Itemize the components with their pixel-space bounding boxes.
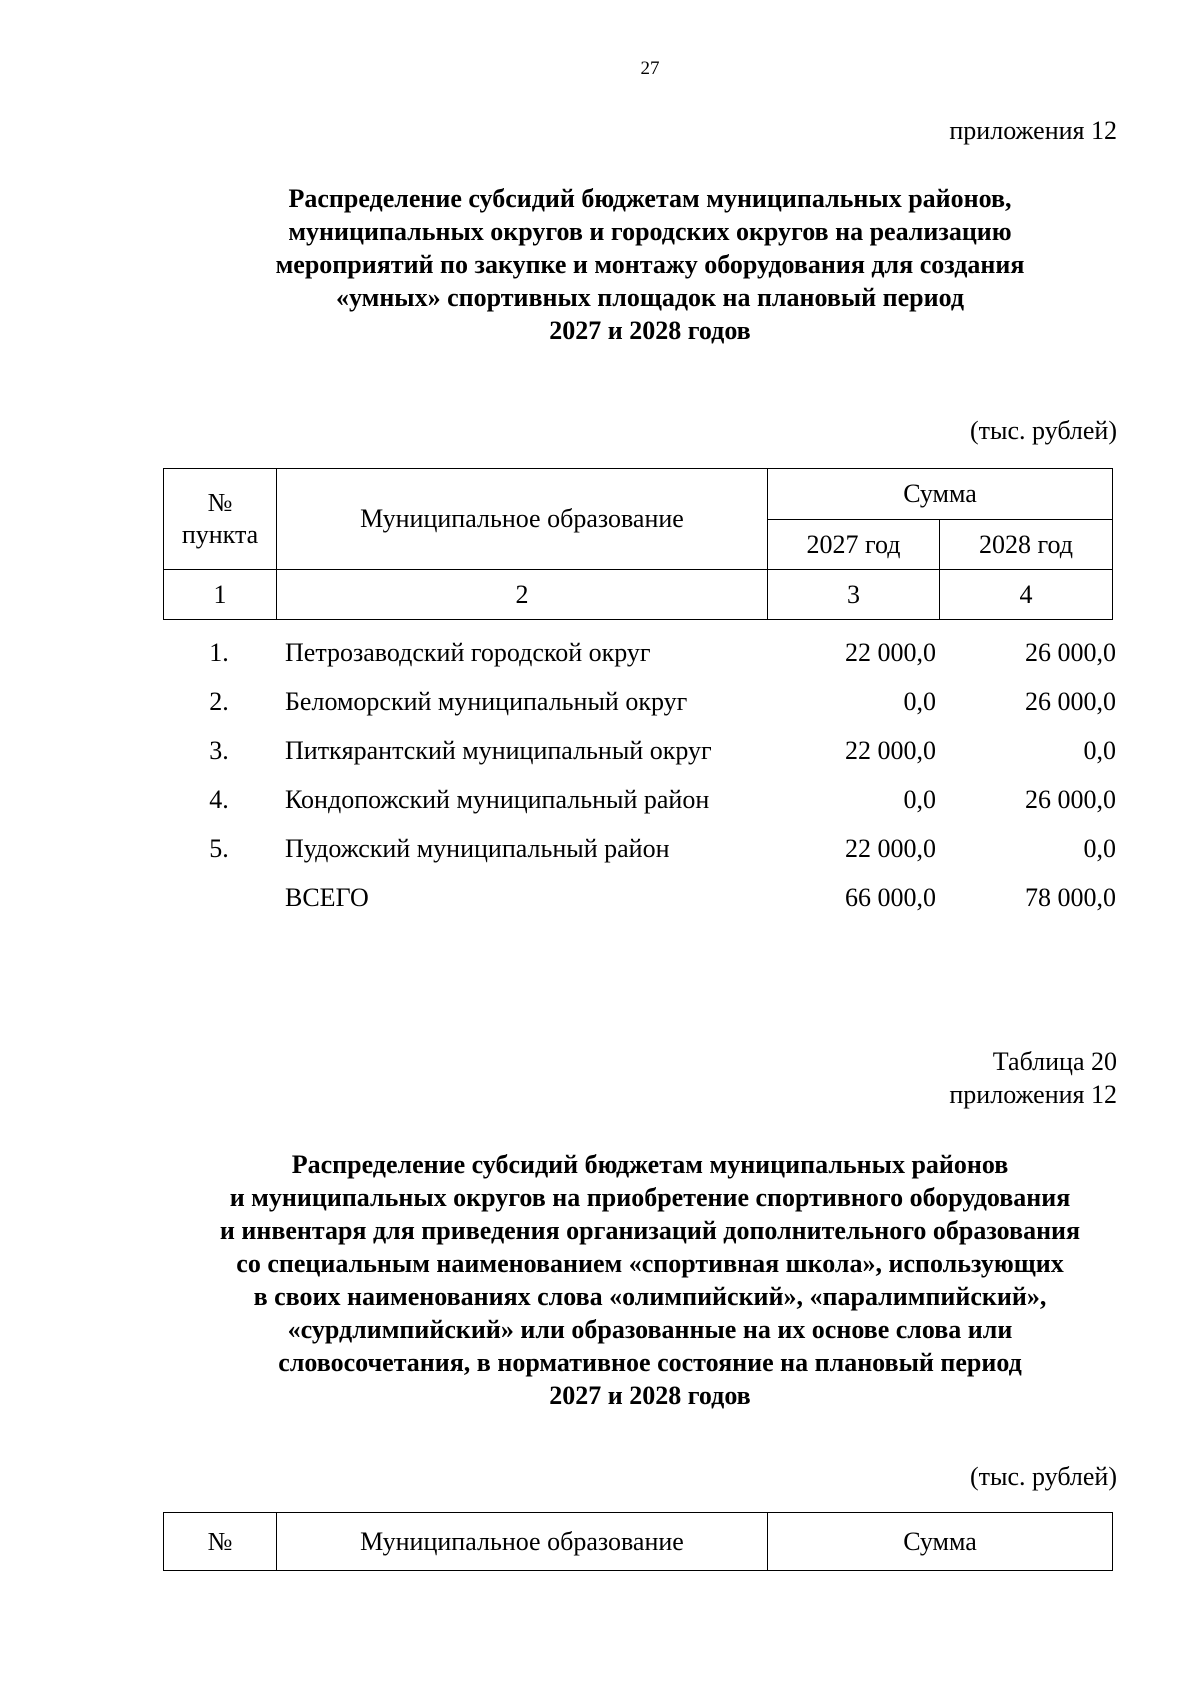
title-line: Распределение субсидий бюджетам муниципальных районов xyxy=(291,1150,1009,1179)
row-value-2028: 26 000,0 xyxy=(1025,686,1116,716)
table-row xyxy=(163,726,1123,775)
table-row xyxy=(163,824,1123,873)
row-number: 5. xyxy=(209,833,229,863)
row-value-2028: 0,0 xyxy=(1083,833,1116,863)
table-number: Таблица 20 xyxy=(992,1047,1117,1076)
units-label: (тыс. рублей) xyxy=(969,1462,1117,1491)
title-line: со специальным наименованием «спортивная школа», использующих xyxy=(236,1249,1064,1278)
row-value-2028: 26 000,0 xyxy=(1025,784,1116,814)
row-number: 3. xyxy=(209,735,229,765)
row-municipality: Петрозаводский городской округ xyxy=(285,637,651,667)
header-municipality: Муниципальное образование xyxy=(277,1513,768,1571)
page-number: 27 xyxy=(640,58,660,79)
header-sum: Сумма xyxy=(768,469,1113,520)
title-line: словосочетания, в нормативное состояние на плановый период xyxy=(278,1348,1022,1377)
title-line: муниципальных округов и городских округов на реализацию xyxy=(288,217,1012,246)
row-value-2027: 0,0 xyxy=(903,686,936,716)
row-municipality: Пудожский муниципальный район xyxy=(285,833,670,863)
header-number-cell xyxy=(164,469,277,570)
header-year-2028: 2028 год xyxy=(940,520,1113,570)
row-value-2028: 26 000,0 xyxy=(1025,637,1116,667)
table-row xyxy=(163,628,1123,677)
title-line: в своих наименованиях слова «олимпийский», «паралимпийский», xyxy=(253,1282,1047,1311)
title-line: «сурдлимпийский» или образованные на их основе слова или xyxy=(287,1315,1013,1344)
header-number-symbol: № xyxy=(207,488,233,517)
table-reference xyxy=(949,1045,1117,1111)
section1-table-body xyxy=(163,628,1123,922)
row-value-2027: 22 000,0 xyxy=(845,637,936,667)
title-line: и муниципальных округов на приобретение спортивного оборудования xyxy=(229,1183,1071,1212)
title-line: 2027 и 2028 годов xyxy=(549,1381,751,1410)
section2-table-header xyxy=(163,1512,1113,1571)
header-number-label: пункта xyxy=(181,520,259,549)
header-municipality: Муниципальное образование xyxy=(277,469,768,570)
table-row xyxy=(163,775,1123,824)
row-municipality: Кондопожский муниципальный район xyxy=(285,784,710,814)
title-line: «умных» спортивных площадок на плановый период xyxy=(335,283,965,312)
appendix-reference: приложения 12 xyxy=(949,116,1117,145)
table-row xyxy=(163,677,1123,726)
row-number xyxy=(163,873,275,922)
row-number: 1. xyxy=(209,637,229,667)
units-label: (тыс. рублей) xyxy=(969,416,1117,445)
total-value-2028: 78 000,0 xyxy=(1025,882,1116,912)
column-number-2: 2 xyxy=(277,570,768,620)
row-value-2027: 22 000,0 xyxy=(845,833,936,863)
row-municipality: Беломорский муниципальный округ xyxy=(285,686,688,716)
row-value-2027: 0,0 xyxy=(903,784,936,814)
header-year-2027: 2027 год xyxy=(768,520,940,570)
total-label: ВСЕГО xyxy=(285,882,369,912)
title-line: и инвентаря для приведения организаций дополнительного образования xyxy=(219,1216,1081,1245)
section1-title xyxy=(150,182,1150,347)
title-line: 2027 и 2028 годов xyxy=(549,316,751,345)
column-number-1: 1 xyxy=(164,570,277,620)
total-value-2027: 66 000,0 xyxy=(845,882,936,912)
section1-table-header xyxy=(163,468,1113,620)
row-municipality: Питкярантский муниципальный округ xyxy=(285,735,712,765)
header-sum: Сумма xyxy=(768,1513,1113,1571)
section2-title xyxy=(125,1148,1175,1412)
row-value-2028: 0,0 xyxy=(1083,735,1116,765)
title-line: Распределение субсидий бюджетам муниципальных районов, xyxy=(288,184,1012,213)
title-line: мероприятий по закупке и монтажу оборудования для создания xyxy=(275,250,1025,279)
row-number: 2. xyxy=(209,686,229,716)
row-value-2027: 22 000,0 xyxy=(845,735,936,765)
column-number-3: 3 xyxy=(768,570,940,620)
header-number-symbol: № xyxy=(164,1513,277,1571)
total-row xyxy=(163,873,1123,922)
column-number-4: 4 xyxy=(940,570,1113,620)
row-number: 4. xyxy=(209,784,229,814)
appendix-reference: приложения 12 xyxy=(949,1080,1117,1109)
